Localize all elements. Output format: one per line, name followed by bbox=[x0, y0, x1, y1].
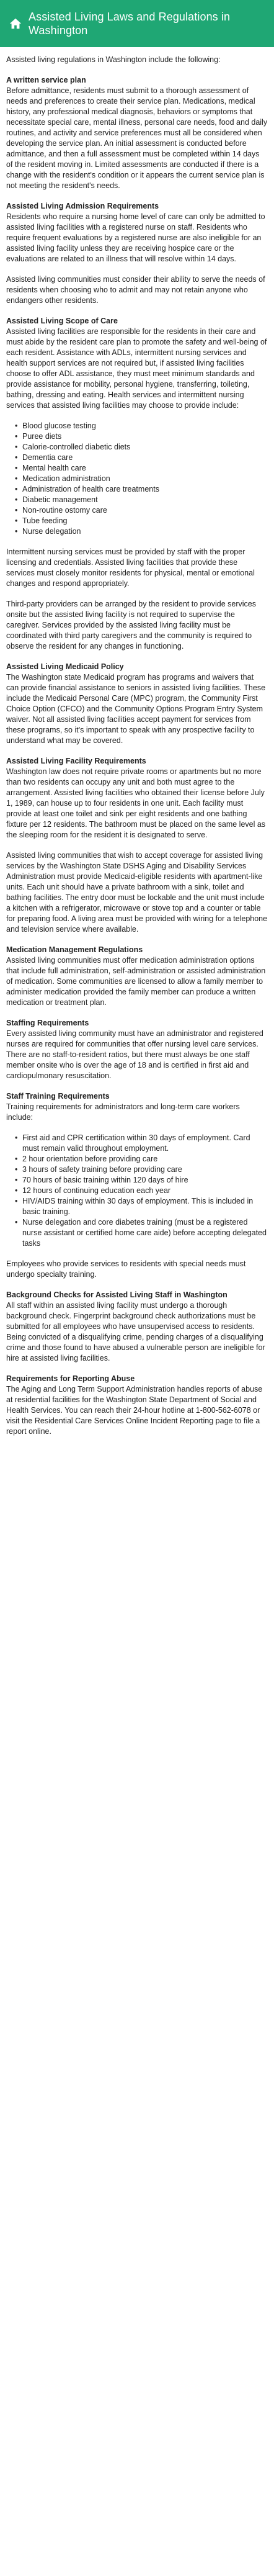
section-paragraph: Assisted living communities must consider their ability to serve the needs of residents when choosing who to admit and may not retain anyone who endangers other residents. bbox=[6, 275, 265, 305]
bullet-list bbox=[6, 1133, 268, 1249]
section-heading: Staff Training Requirements bbox=[6, 1092, 110, 1101]
section-paragraph: Assisted living communities that wish to accept coverage for assisted living services by the Washington State DSHS Aging and Disability Services Administration must provide Medicaid-eligible residents with apartment-like units. Each unit should have a private bathroom with a sink, toilet and bathing facilities. The entry door must be lockable and the unit must include a kitchen with a refrigerator, microwave or stove top and a counter or table for preparing food. A living area must be provided with wiring for a telephone and television service where available. bbox=[6, 851, 268, 934]
list-item: • Dementia care bbox=[15, 453, 268, 463]
list-item: • 70 hours of basic training within 120 days of hire bbox=[15, 1175, 268, 1186]
list-item: • 12 hours of continuing education each year bbox=[15, 1186, 268, 1196]
list-item: • Puree diets bbox=[15, 431, 268, 442]
list-item: • Blood glucose testing bbox=[15, 421, 268, 431]
section bbox=[6, 1290, 268, 1364]
section-paragraph: Washington law does not require private rooms or apartments but no more than two residents can occupy any unit and both must agree to the arrangement. Assisted living facilities who obtained their license before July 1, 1989, can house up to four residents in one unit. Each facility must provide at least one toilet and sink per eight residents and one bathing fixture per 12 residents. The bathroom must be placed on the same level as the sleeping room for the resident it is designated to serve. bbox=[6, 767, 266, 839]
list-item: • Medication administration bbox=[15, 474, 268, 484]
house-icon bbox=[9, 17, 22, 30]
list-item: • Calorie-controlled diabetic diets bbox=[15, 442, 268, 453]
list-item: • Non-routine ostomy care bbox=[15, 505, 268, 516]
section bbox=[6, 75, 268, 191]
section-paragraph: All staff within an assisted living facility must undergo a thorough background check. Fingerprint background check authorizations must be submitted for all employees who have unsupervised access to residents. Being convicted of a disqualifying crime, pending charges of a disqualifying crime and those found to have abused a vulnerable person are ineligible for hire at assisted living facilities. bbox=[6, 1301, 265, 1362]
section bbox=[6, 1091, 268, 1280]
article-body bbox=[0, 47, 274, 1466]
section bbox=[6, 316, 268, 652]
section bbox=[6, 201, 268, 306]
section-paragraph: Assisted living facilities are responsible for the residents in their care and must abide by the resident care plan to promote the safety and well-being of each resident. Assistance with ADLs, intermittent nursing services and health support services are not required but, if assisted living facilities choose to offer ADL assistance, they must meet minimum standards and provide assistance for mobility, personal hygiene, transferring, toileting, bathing, dressing and eating. Health services and intermittent nursing services that assisted living facilities may choose to provide include: bbox=[6, 327, 267, 410]
section-heading: Assisted Living Facility Requirements bbox=[6, 757, 146, 765]
list-item: • HIV/AIDS training within 30 days of employment. This is included in basic training. bbox=[15, 1196, 268, 1217]
section bbox=[6, 756, 268, 935]
list-item: • Nurse delegation and core diabetes training (must be a registered nurse assistant or certified home care aide) before accepting delegated tasks bbox=[15, 1217, 268, 1249]
list-item: • Administration of health care treatments bbox=[15, 484, 268, 495]
section-heading: Staffing Requirements bbox=[6, 1019, 89, 1027]
section-paragraph: Training requirements for administrators and long-term care workers include: bbox=[6, 1102, 240, 1122]
list-item: • First aid and CPR certification within 30 days of employment. Card must remain valid throughout employment. bbox=[15, 1133, 268, 1154]
page-title: Assisted Living Laws and Regulations in Washington bbox=[29, 11, 231, 37]
sections-container bbox=[6, 75, 268, 1437]
section bbox=[6, 662, 268, 746]
section-heading: Requirements for Reporting Abuse bbox=[6, 1374, 135, 1383]
section-heading: Assisted Living Medicaid Policy bbox=[6, 662, 124, 671]
section bbox=[6, 1374, 268, 1437]
section-heading: Assisted Living Admission Requirements bbox=[6, 202, 159, 210]
section-heading: Medication Management Regulations bbox=[6, 945, 143, 954]
section-paragraph: The Aging and Long Term Support Administration handles reports of abuse at residential facilities for the Washington State Department of Social and Health Services. You can reach their 24-hour hotline at 1-800-562-6078 or visit the Residential Care Services Online Incident Reporting page to file a report online. bbox=[6, 1385, 263, 1436]
section-paragraph: Intermittent nursing services must be provided by staff with the proper licensing and credentials. Assisted living facilities that provide these services must closely monitor residents for physical, mental or emotional changes and respond appropriately. bbox=[6, 547, 255, 588]
section-heading: Background Checks for Assisted Living Staff in Washington bbox=[6, 1290, 228, 1299]
page-header bbox=[0, 0, 274, 47]
section-paragraph: Residents who require a nursing home level of care can only be admitted to assisted living facilities with a registered nurse on staff. Residents who require frequent evaluations by a registered nurse are also ineligible for an assisted living facility unless they are receiving hospice care or the evaluations are related to an illness that will resolve within 14 days. bbox=[6, 212, 265, 263]
list-item: • Mental health care bbox=[15, 463, 268, 474]
list-item: • 2 hour orientation before providing care bbox=[15, 1154, 268, 1164]
section-paragraph: The Washington state Medicaid program has programs and waivers that can provide financial assistance to seniors in assisted living facilities. These include the Medicaid Personal Care (MPC) program, the Community First Choice Option (CFCO) and the Community Options Program Entry System waiver. Not all assisted living facilities accept payment for services from these programs, so it's important to speak with any prospective facility to understand what may be covered. bbox=[6, 673, 266, 745]
list-item: • 3 hours of safety training before providing care bbox=[15, 1164, 268, 1175]
intro-text: Assisted living regulations in Washington include the following: bbox=[6, 55, 221, 64]
list-item: • Nurse delegation bbox=[15, 526, 268, 537]
section-paragraph: Before admittance, residents must submit to a thorough assessment of needs and preferences to create their service plan. Medications, medical history, any professional medical diagnosis, behaviors or symptoms that necessitate special care, mental illness, personal care needs, food and daily routines, and activity and service preferences must all be considered when developing the service plan. An initial assessment is conducted before admittance, and then a full assessment must be completed within 14 days of the resident moving in. Limited assessments are conducted if there is a change with the resident's condition or it appears the current service plan is not meeting the resident's needs. bbox=[6, 86, 268, 190]
section-paragraph: Assisted living communities must offer medication administration options that include full administration, self-administration or assisted administration of medication. Some communities are licensed to allow a family member to administer medication provided the family member can produce a written medication or treatment plan. bbox=[6, 956, 266, 1007]
section-paragraph: Every assisted living community must have an administrator and registered nurses are required for communities that offer nursing level care services. There are no staff-to-resident ratios, but there must always be one staff member onsite who is over the age of 18 and is certified in first aid and cardiopulmonary resuscitation. bbox=[6, 1029, 263, 1080]
section-heading: Assisted Living Scope of Care bbox=[6, 317, 118, 325]
list-item: • Tube feeding bbox=[15, 516, 268, 526]
bullet-list bbox=[6, 421, 268, 537]
section-heading: A written service plan bbox=[6, 76, 86, 84]
section-paragraph: Third-party providers can be arranged by the resident to provide services onsite but the assisted living facility is not required to supervise the caregiver. Services provided by the assisted living facility must be coordinated with third party caregivers and the community is required to observe the resident for any changes in functioning. bbox=[6, 600, 256, 651]
section-paragraph: Employees who provide services to residents with special needs must undergo specialty training. bbox=[6, 1259, 246, 1279]
section bbox=[6, 945, 268, 1008]
list-item: • Diabetic management bbox=[15, 495, 268, 505]
section bbox=[6, 1018, 268, 1081]
